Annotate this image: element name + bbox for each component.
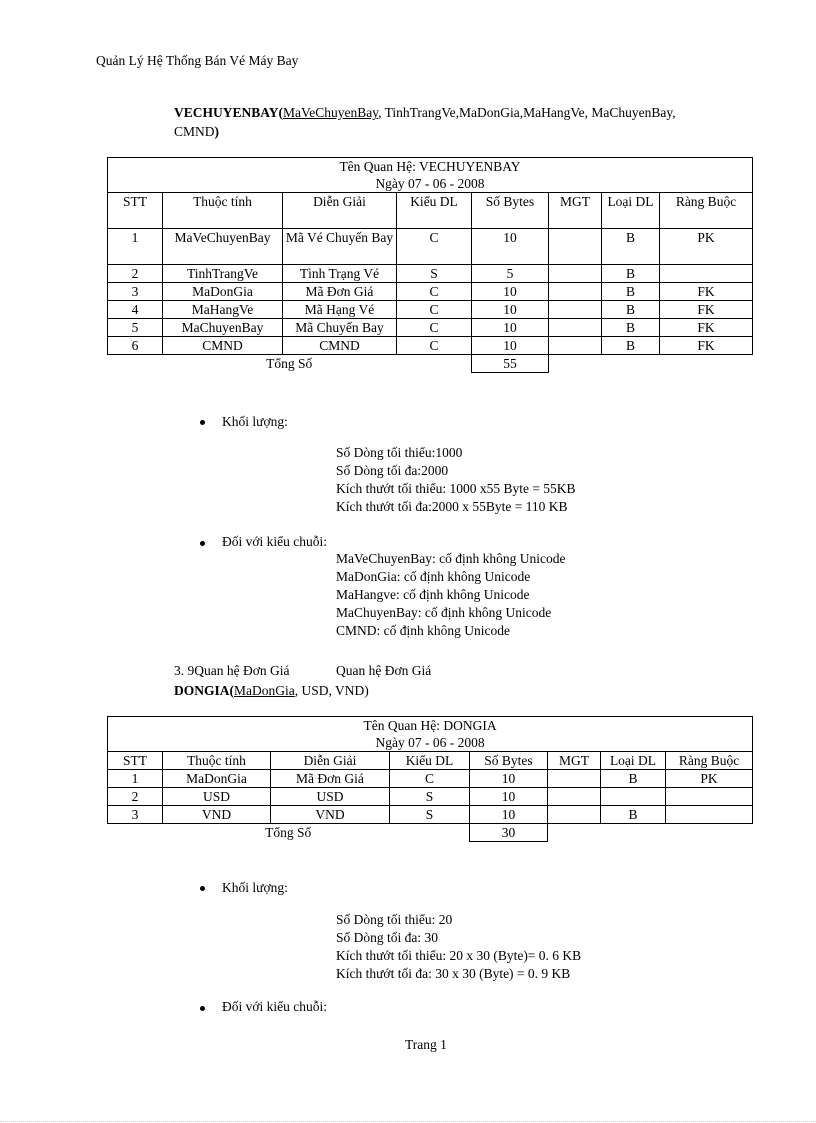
total-value: 30: [470, 824, 548, 842]
cell: 5: [472, 265, 549, 283]
col-header: Ràng Buộc: [666, 752, 753, 770]
string-type-line: MaVeChuyenBay: cố định không Unicode: [336, 551, 566, 566]
cell: Tình Trạng Vé: [283, 265, 397, 283]
table-title: Tên Quan Hệ: DONGIA: [363, 718, 497, 733]
cell: 3: [108, 806, 163, 824]
string-type-line: MaHangve: cố định không Unicode: [336, 587, 530, 602]
table-total-row: [108, 824, 753, 842]
cell: C: [397, 301, 472, 319]
cell: 6: [108, 337, 163, 355]
cell: C: [397, 319, 472, 337]
col-header: Loại DL: [602, 193, 660, 229]
cell: [549, 265, 602, 283]
table-date: Ngày 07 - 06 - 2008: [375, 735, 485, 750]
page-header: Quản Lý Hệ Thống Bán Vé Máy Bay: [96, 53, 299, 68]
string-type-line: CMND: cố định không Unicode: [336, 623, 510, 638]
cell: [601, 788, 666, 806]
table-title-cell: [108, 158, 753, 193]
cell: 10: [472, 283, 549, 301]
cell: C: [397, 229, 472, 265]
bullet-icon: [200, 541, 205, 546]
cell: [548, 806, 601, 824]
schema-attribute-cmnd: CMND: [174, 124, 215, 139]
cell: USD: [271, 788, 390, 806]
col-header: Kiểu DL: [397, 193, 472, 229]
cell: [548, 788, 601, 806]
cell: B: [602, 229, 660, 265]
cell: FK: [660, 301, 753, 319]
section-heading: 3. 9Quan hệ Đơn Giá: [174, 663, 290, 678]
schema-attributes: , TinhTrangVe,MaDonGia,MaHangVe, MaChuyenBay,: [378, 105, 676, 120]
table-date: Ngày 07 - 06 - 2008: [375, 176, 485, 191]
schema-vechuyenbay: [174, 104, 676, 122]
volume-label: Khối lượng:: [222, 880, 288, 895]
cell: VND: [271, 806, 390, 824]
cell: Mã Hạng Vé: [283, 301, 397, 319]
cell: [549, 229, 602, 265]
bullet-icon: [200, 420, 205, 425]
total-label: Tổng Số: [266, 356, 313, 371]
col-header: Thuộc tính: [163, 193, 283, 229]
cell: C: [390, 770, 470, 788]
table-title: Tên Quan Hệ: VECHUYENBAY: [339, 159, 521, 174]
cell: S: [397, 265, 472, 283]
col-header: Thuộc tính: [163, 752, 271, 770]
volume-line: Kích thướt tối đa:2000 x 55Byte = 110 KB: [336, 499, 568, 514]
cell: 3: [108, 283, 163, 301]
cell: S: [390, 806, 470, 824]
cell: VND: [163, 806, 271, 824]
cell: Mã Vé Chuyến Bay: [283, 229, 397, 265]
table-row: [108, 770, 753, 788]
cell: Mã Chuyến Bay: [283, 319, 397, 337]
schema-primary-key: MaVeChuyenBay: [283, 105, 379, 120]
total-empty: [548, 824, 753, 842]
bullet-icon: [200, 1006, 205, 1011]
cell: B: [601, 770, 666, 788]
volume-line: Số Dòng tối thiểu:1000: [336, 445, 463, 460]
cell: 5: [108, 319, 163, 337]
cell: [666, 788, 753, 806]
cell: MaVeChuyenBay: [163, 229, 283, 265]
cell: Mã Đơn Giá: [283, 283, 397, 301]
cell: FK: [660, 283, 753, 301]
col-header: STT: [108, 752, 163, 770]
bullet-icon: [200, 886, 205, 891]
page-bottom-divider: [0, 1121, 816, 1122]
cell: FK: [660, 319, 753, 337]
volume-line: Số Dòng tối đa:2000: [336, 463, 449, 478]
cell: [549, 283, 602, 301]
string-type-label: Đối với kiểu chuỗi:: [222, 534, 328, 549]
schema-dongia: [174, 682, 369, 700]
total-empty: [549, 355, 753, 373]
cell: C: [397, 337, 472, 355]
total-label: Tổng Số: [265, 825, 312, 840]
volume-label: Khối lượng:: [222, 414, 288, 429]
cell: 10: [470, 788, 548, 806]
cell: TinhTrangVe: [163, 265, 283, 283]
table-header-row: [108, 193, 753, 229]
string-type-line: MaChuyenBay: cố định không Unicode: [336, 605, 552, 620]
col-header: MGT: [548, 752, 601, 770]
table-row: [108, 265, 753, 283]
cell: PK: [660, 229, 753, 265]
cell: 10: [470, 770, 548, 788]
cell: 10: [472, 337, 549, 355]
cell: MaChuyenBay: [163, 319, 283, 337]
schema-name: DONGIA(: [174, 683, 234, 698]
col-header: Kiểu DL: [390, 752, 470, 770]
cell: S: [390, 788, 470, 806]
cell: 4: [108, 301, 163, 319]
volume-line: Số Dòng tối thiểu: 20: [336, 912, 453, 927]
cell: 2: [108, 265, 163, 283]
relation-table-vechuyenbay: [107, 157, 753, 373]
cell: 10: [472, 319, 549, 337]
cell: MaDonGia: [163, 283, 283, 301]
relation-table-dongia: [107, 716, 753, 842]
table-title-cell: [108, 717, 753, 752]
cell: B: [602, 283, 660, 301]
cell: C: [397, 283, 472, 301]
cell: 1: [108, 229, 163, 265]
cell: B: [602, 265, 660, 283]
cell: [549, 301, 602, 319]
col-header: Ràng Buộc: [660, 193, 753, 229]
cell: CMND: [283, 337, 397, 355]
schema-name: VECHUYENBAY(: [174, 105, 284, 120]
cell: [548, 770, 601, 788]
table-row: [108, 283, 753, 301]
section-heading-right: Quan hệ Đơn Giá: [336, 663, 432, 678]
string-type-line: MaDonGia: cố định không Unicode: [336, 569, 531, 584]
page-number: Trang 1: [405, 1037, 447, 1052]
volume-line: Kích thướt tối đa: 30 x 30 (Byte) = 0. 9 KB: [336, 966, 571, 981]
col-header: Loại DL: [601, 752, 666, 770]
table-total-row: [108, 355, 753, 373]
cell: 10: [472, 301, 549, 319]
table-row: [108, 319, 753, 337]
total-value: 55: [472, 355, 549, 373]
volume-line: Kích thướt tối thiểu: 20 x 30 (Byte)= 0. 6 KB: [336, 948, 582, 963]
table-row: [108, 301, 753, 319]
string-type-label: Đối với kiểu chuỗi:: [222, 999, 328, 1014]
cell: 1: [108, 770, 163, 788]
cell: USD: [163, 788, 271, 806]
col-header: Diễn Giải: [271, 752, 390, 770]
col-header: MGT: [549, 193, 602, 229]
table-row: [108, 229, 753, 265]
cell: PK: [666, 770, 753, 788]
schema-vechuyenbay-line2: [174, 123, 219, 141]
table-row: [108, 788, 753, 806]
table-row: [108, 337, 753, 355]
col-header: STT: [108, 193, 163, 229]
col-header: Số Bytes: [472, 193, 549, 229]
cell: B: [602, 301, 660, 319]
cell: FK: [660, 337, 753, 355]
cell: [666, 806, 753, 824]
cell: CMND: [163, 337, 283, 355]
volume-line: Kích thướt tối thiểu: 1000 x55 Byte = 55KB: [336, 481, 576, 496]
cell: B: [601, 806, 666, 824]
table-row: [108, 806, 753, 824]
cell: [660, 265, 753, 283]
col-header: Số Bytes: [470, 752, 548, 770]
cell: [549, 337, 602, 355]
cell: 10: [470, 806, 548, 824]
cell: MaDonGia: [163, 770, 271, 788]
cell: Mã Đơn Giá: [271, 770, 390, 788]
cell: MaHangVe: [163, 301, 283, 319]
cell: [549, 319, 602, 337]
volume-line: Số Dòng tối đa: 30: [336, 930, 439, 945]
table-header-row: [108, 752, 753, 770]
schema-attributes: , USD, VND): [294, 683, 369, 698]
cell: 2: [108, 788, 163, 806]
cell: B: [602, 319, 660, 337]
cell: 10: [472, 229, 549, 265]
schema-close: ): [214, 124, 220, 139]
schema-primary-key: MaDonGia: [234, 683, 295, 698]
col-header: Diễn Giải: [283, 193, 397, 229]
cell: B: [602, 337, 660, 355]
